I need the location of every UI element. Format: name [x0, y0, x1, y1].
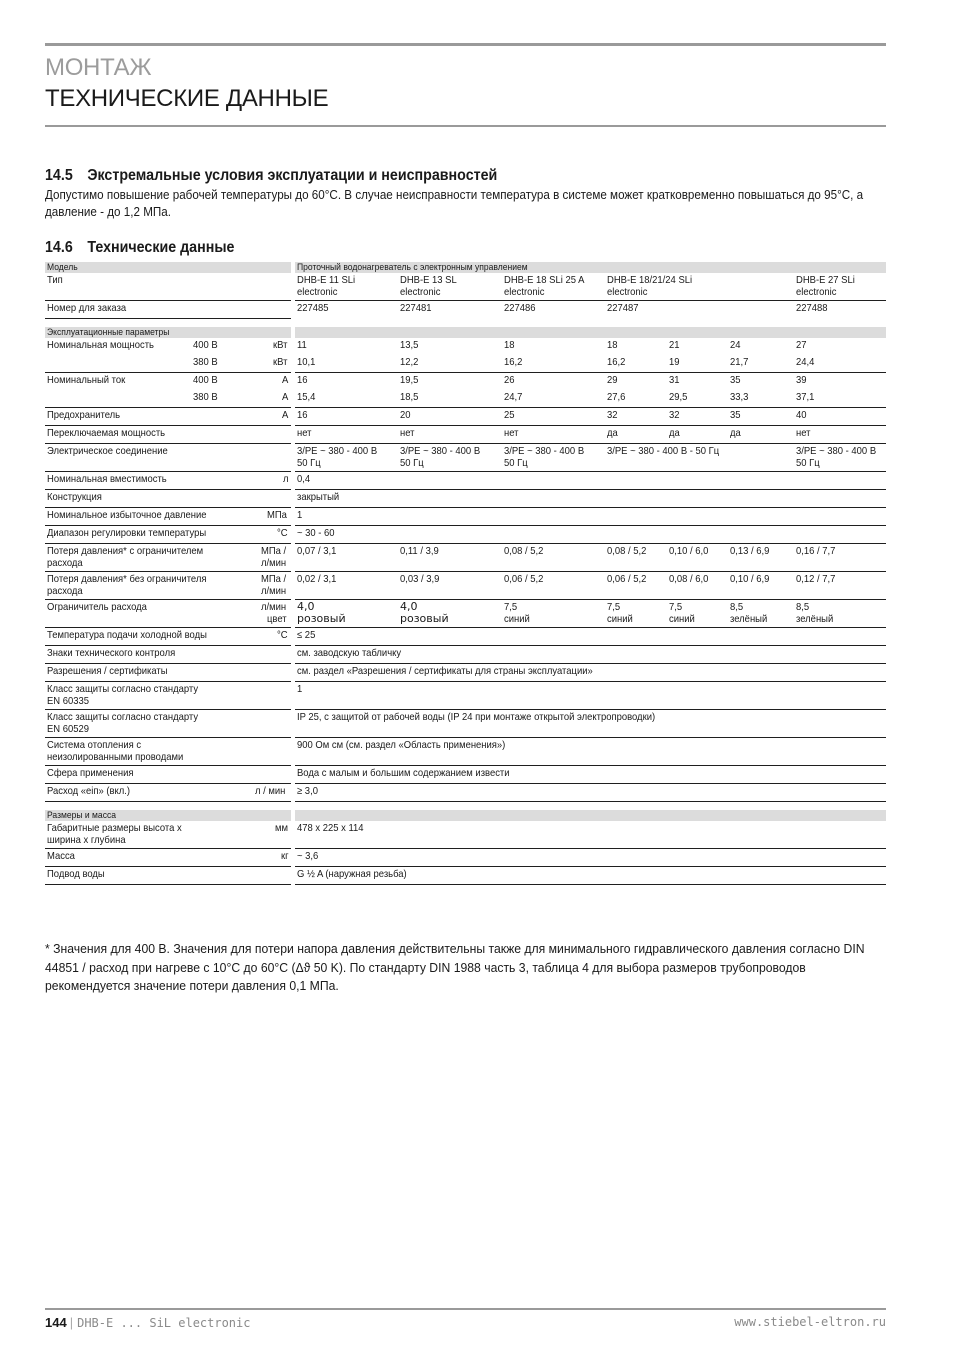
document-name: DHB-E ... SiL electronic — [77, 1316, 251, 1330]
row-unit: кВт — [272, 339, 288, 351]
value-cell: 478 x 225 x 114 — [295, 821, 886, 849]
value-cell: ~ 30 - 60 — [295, 526, 398, 544]
table-row — [45, 273, 886, 301]
value-cell: 3/PE ~ 380 - 400 В 50 Гц — [502, 444, 605, 472]
value-cell: Вода с малым и большим содержанием извести — [295, 766, 886, 784]
table-row — [45, 710, 886, 738]
row-label: Знаки технического контроля — [45, 646, 291, 664]
row-label: Конструкция — [45, 490, 291, 508]
value-cell: 1 — [295, 682, 886, 710]
page-title: ТЕХНИЧЕСКИЕ ДАННЫЕ — [45, 85, 329, 112]
value-cell: 40 — [794, 408, 886, 426]
type-cell: DHB-E 27 SLi electronic — [794, 273, 886, 301]
value-cell: 0,06 / 5,2 — [605, 572, 667, 600]
table-row — [45, 810, 886, 821]
table-row — [45, 408, 886, 426]
value-cell: 7,5 синий — [502, 600, 605, 628]
value-cell: ≥ 3,0 — [295, 784, 886, 802]
value-cell: нет — [794, 426, 886, 444]
row-label: Масса — [45, 849, 251, 867]
tech-data-table — [45, 262, 886, 885]
value-cell: 18 — [504, 339, 515, 351]
table-row — [45, 646, 886, 664]
value-cell: нет — [295, 426, 398, 444]
table-row — [45, 490, 886, 508]
model-label: Модель — [45, 262, 291, 273]
value-cell: 32 — [667, 408, 728, 426]
value-cell: 18 — [607, 339, 618, 351]
value-cell: 3/PE ~ 380 - 400 В - 50 Гц — [605, 444, 794, 472]
value-cell: 10,1 — [295, 355, 398, 373]
order-cell: 227487 — [607, 302, 639, 314]
table-row — [45, 526, 886, 544]
row-unit: МПа / л/мин — [251, 544, 291, 572]
value-cell: 0,10 / 6,0 — [667, 544, 728, 572]
row-unit: кВт — [251, 355, 291, 373]
value-cell: 12,2 — [398, 355, 502, 373]
value-cell: 0,16 / 7,7 — [794, 544, 886, 572]
value-cell: да — [667, 426, 728, 444]
row-label: Подвод воды — [45, 867, 291, 885]
order-cell: 227481 — [400, 302, 432, 314]
row-label: Ограничитель расхода — [45, 600, 251, 628]
value-cell: G ½ A (наружная резьба) — [295, 867, 886, 885]
row-label: Электрическое соединение — [45, 444, 291, 472]
row-label: Сфера применения — [45, 766, 291, 784]
row-unit: кг — [251, 849, 291, 867]
row-label: Потеря давления* без ограничителя расхода — [45, 572, 251, 600]
value-cell: нет — [398, 426, 502, 444]
table-row — [45, 738, 886, 766]
value-cell: 24,7 — [502, 390, 605, 408]
row-unit: МПа / л/мин — [251, 572, 291, 600]
value-cell: 35 — [730, 374, 741, 386]
table-row — [45, 301, 886, 319]
table-row — [45, 821, 886, 849]
table-row — [45, 508, 886, 526]
row-label: Температура подачи холодной воды — [45, 628, 251, 646]
section-14-5-text: Допустимо повышение рабочей температуры до 60°С. В случае неисправности температура в системе может кратковременно повышаться до 95°С, а давление - до 1,2 МПа. — [45, 188, 864, 219]
table-row — [45, 849, 886, 867]
value-cell: 13,5 — [400, 339, 419, 351]
value-cell: 11 — [297, 339, 307, 351]
section-14-5-heading — [45, 167, 497, 185]
value-cell: 32 — [605, 408, 667, 426]
value-cell: 16 — [297, 374, 308, 386]
dim-section-label: Размеры и масса — [45, 810, 291, 821]
value-cell: 0,12 / 7,7 — [794, 572, 886, 600]
top-rule — [45, 43, 886, 46]
table-row — [45, 682, 886, 710]
value-cell: 8,5 зелёный — [728, 600, 794, 628]
value-cell: 24 — [730, 339, 741, 351]
value-cell: 29,5 — [667, 390, 728, 408]
table-row — [45, 338, 886, 355]
value-cell: 16,2 — [502, 355, 605, 373]
row-unit: А — [251, 408, 291, 426]
value-cell: 0,08 / 5,2 — [502, 544, 605, 572]
row-unit: л/мин цвет — [251, 600, 291, 628]
footer-rule — [45, 1308, 886, 1310]
row-label: Разрешения / сертификаты — [45, 664, 291, 682]
value-cell: 35 — [728, 408, 794, 426]
order-cell: 227485 — [297, 302, 329, 314]
section-title: Технические данные — [87, 239, 235, 256]
row-sublabel: 380 В — [191, 355, 251, 373]
table-row — [45, 628, 886, 646]
footer-url: www.stiebel-eltron.ru — [734, 1315, 886, 1329]
value-cell: 0,02 / 3,1 — [295, 572, 398, 600]
row-label: Номинальная вместимость — [45, 472, 251, 490]
value-cell: 0,10 / 6,9 — [728, 572, 794, 600]
row-unit: °С — [251, 526, 291, 544]
footer-left — [45, 1315, 250, 1330]
order-cell: 227486 — [504, 302, 536, 314]
row-label: Переключаемая мощность — [45, 426, 291, 444]
row-unit: л — [251, 472, 291, 490]
value-cell: 18,5 — [398, 390, 502, 408]
table-row — [45, 867, 886, 885]
value-cell: 0,13 / 6,9 — [728, 544, 794, 572]
row-unit: л / мин — [251, 784, 291, 802]
row-unit: °С — [251, 628, 291, 646]
chapter-title: МОНТАЖ — [45, 54, 152, 81]
table-row — [45, 544, 886, 572]
value-cell: 3/PE ~ 380 - 400 В 50 Гц — [398, 444, 502, 472]
value-cell: 21,7 — [728, 355, 794, 373]
row-sublabel: 400 В — [193, 339, 218, 351]
value-cell: 900 Ом см (см. раздел «Область применения») — [295, 738, 886, 766]
table-row — [45, 766, 886, 784]
type-cell: DHB-E 18 SLi 25 A electronic — [502, 273, 605, 301]
value-cell: 24,4 — [794, 355, 886, 373]
table-row — [45, 444, 886, 472]
value-cell: см. заводскую табличку — [295, 646, 886, 664]
value-cell: 15,4 — [295, 390, 398, 408]
row-label: Диапазон регулировки температуры — [45, 526, 251, 544]
row-unit: А — [251, 390, 291, 408]
value-cell: закрытый — [295, 490, 886, 508]
value-cell: 27 — [796, 339, 807, 351]
table-row — [45, 572, 886, 600]
value-cell: 0,07 / 3,1 — [295, 544, 398, 572]
row-label: Предохранитель — [45, 408, 251, 426]
value-cell: 0,06 / 5,2 — [502, 572, 605, 600]
model-value: Проточный водонагреватель с электронным управлением — [295, 262, 886, 273]
order-label: Номер для заказа — [45, 301, 291, 319]
row-unit: мм — [251, 821, 291, 849]
value-cell: см. раздел «Разрешения / сертификаты для страны эксплуатации» — [295, 664, 886, 682]
value-cell: 3/PE ~ 380 - 400 В 50 Гц — [794, 444, 886, 472]
value-cell: 19 — [667, 355, 728, 373]
row-label: Класс защиты согласно стандарту EN 60529 — [45, 710, 291, 738]
value-cell: 0,08 / 5,2 — [605, 544, 667, 572]
value-cell: 21 — [669, 339, 680, 351]
table-row — [45, 262, 886, 273]
section-14-6-heading — [45, 239, 234, 257]
row-label: Номинальный ток — [47, 374, 126, 386]
section-number: 14.6 — [45, 239, 73, 256]
value-cell: 0,03 / 3,9 — [398, 572, 502, 600]
value-cell: 3/PE ~ 380 - 400 В 50 Гц — [295, 444, 398, 472]
footnote: * Значения для 400 В. Значения для потери напора давления действительны также для минимального гидравлического давления согласно DIN 44851 / расход при нагреве с 10°С до 60°С (Δϑ 50 K). По стандарту DIN 1988 часть 3, таблица 4 для выбора размеров трубопроводов рекомендуется значение потери давления 0,1 МПа. — [45, 941, 865, 993]
value-cell: ~ 3,6 — [295, 849, 886, 867]
row-label: Номинальное избыточное давление — [45, 508, 251, 526]
value-cell: 4,0 розовый — [398, 600, 502, 628]
section-title: Экстремальные условия эксплуатации и неисправностей — [87, 167, 498, 184]
row-label: Класс защиты согласно стандарту EN 60335 — [45, 682, 291, 710]
value-cell: 39 — [796, 374, 807, 386]
page-number: 144 — [45, 1315, 67, 1330]
row-label: Габаритные размеры высота x ширина x глубина — [45, 821, 251, 849]
value-cell: 27,6 — [605, 390, 667, 408]
row-sublabel: 380 В — [191, 390, 251, 408]
value-cell: IP 25, с защитой от рабочей воды (IP 24 при монтаже открытой электропроводки) — [295, 710, 886, 738]
value-cell: 16 — [295, 408, 398, 426]
value-cell: ≤ 25 — [295, 628, 886, 646]
value-cell: 29 — [607, 374, 618, 386]
type-cell: DHB-E 11 SLi electronic — [295, 273, 398, 301]
table-row — [45, 426, 886, 444]
type-cell: DHB-E 13 SL electronic — [398, 273, 502, 301]
value-cell: 33,3 — [728, 390, 794, 408]
row-label: Расход «eiп» (вкл.) — [45, 784, 251, 802]
section-number: 14.5 — [45, 167, 73, 184]
value-cell: 16,2 — [605, 355, 667, 373]
row-label: Номинальная мощность — [47, 339, 154, 351]
value-cell: нет — [502, 426, 605, 444]
table-row — [45, 664, 886, 682]
value-cell: 0,11 / 3,9 — [398, 544, 502, 572]
table-row — [45, 327, 886, 338]
value-cell: да — [728, 426, 794, 444]
table-row — [45, 390, 886, 408]
table-row — [45, 784, 886, 802]
value-cell: 0,4 — [295, 472, 886, 490]
order-cell: 227488 — [796, 302, 828, 314]
header-rule — [45, 125, 886, 127]
row-unit: МПа — [251, 508, 291, 526]
value-cell: 20 — [398, 408, 502, 426]
value-cell: 8,5 зелёный — [794, 600, 886, 628]
value-cell: 31 — [669, 374, 680, 386]
value-cell: 26 — [504, 374, 515, 386]
type-cell: DHB-E 18/21/24 SLi electronic — [605, 273, 794, 301]
row-unit: А — [281, 374, 289, 386]
value-cell: 0,08 / 6,0 — [667, 572, 728, 600]
table-row — [45, 355, 886, 373]
row-sublabel: 400 В — [193, 374, 218, 386]
value-cell: 37,1 — [794, 390, 886, 408]
row-label: Потеря давления* с ограничителем расхода — [45, 544, 251, 572]
value-cell: 1 — [295, 508, 886, 526]
footer-separator: | — [69, 1315, 74, 1330]
value-cell: 4,0 розовый — [295, 600, 398, 628]
type-label: Тип — [45, 273, 291, 301]
table-row — [45, 373, 886, 391]
value-cell: 19,5 — [400, 374, 419, 386]
table-row — [45, 600, 886, 628]
table-row — [45, 472, 886, 490]
value-cell: да — [605, 426, 667, 444]
value-cell: 7,5 синий — [667, 600, 728, 628]
row-label: Система отопления с неизолированными проводами — [45, 738, 291, 766]
op-section-label: Эксплуатационные параметры — [45, 327, 291, 338]
value-cell: 25 — [502, 408, 605, 426]
value-cell: 7,5 синий — [605, 600, 667, 628]
